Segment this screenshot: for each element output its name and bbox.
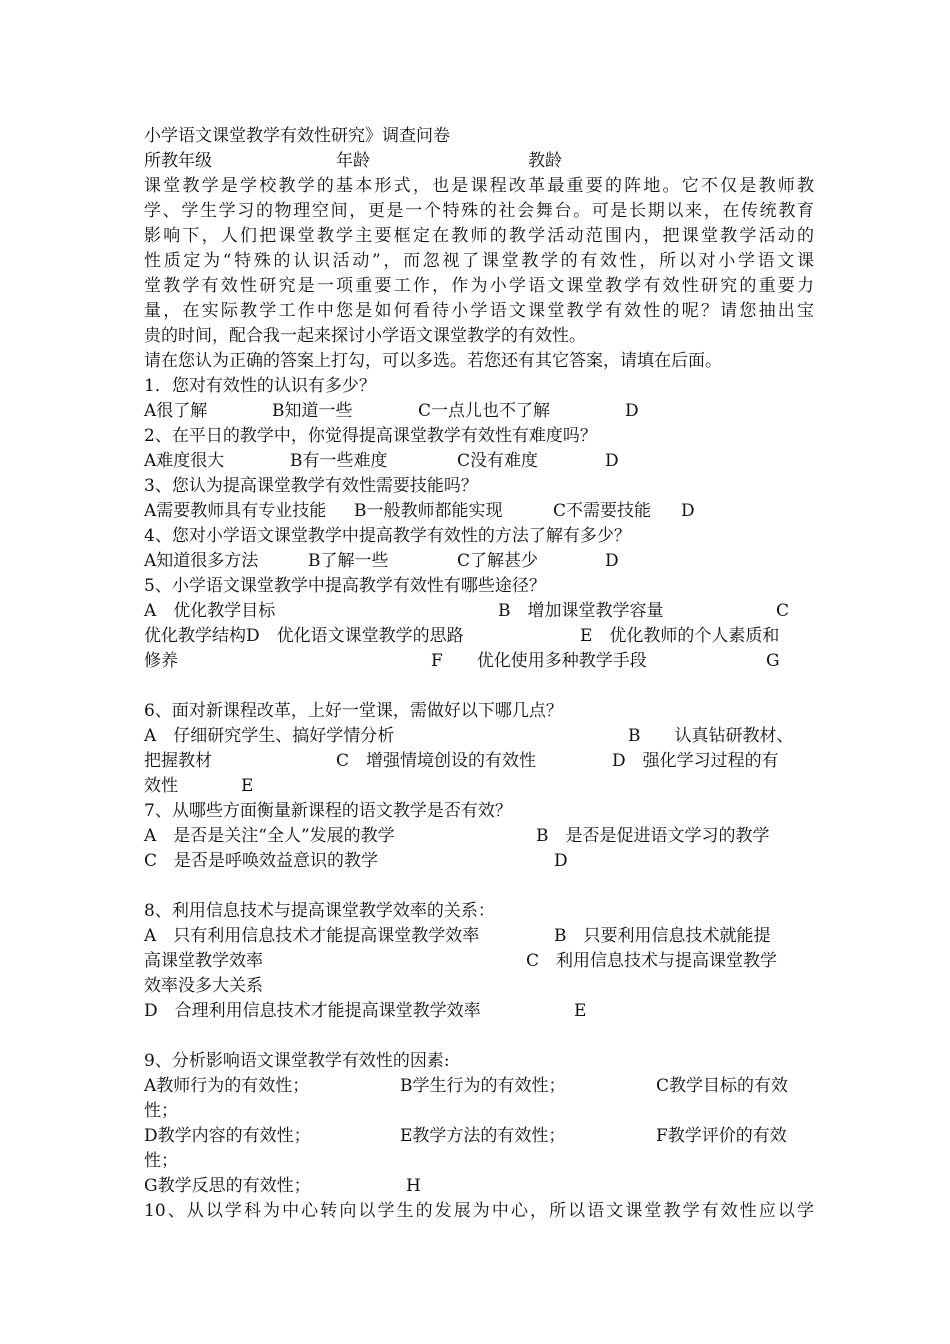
question-5-options: [144, 624, 814, 649]
question-9-options: [144, 1124, 814, 1149]
question-8: 8、利用信息技术与提高课堂教学效率的关系：: [144, 901, 495, 921]
questionnaire-page: [144, 124, 814, 1224]
question-3-options: [144, 499, 814, 524]
option-e-continued: 修养: [144, 651, 178, 671]
question-8-options: [144, 924, 814, 949]
option-d[interactable]: D 强化学习过程的有: [612, 751, 779, 771]
option-a[interactable]: A知道很多方法: [144, 551, 259, 571]
option-f-continued: 性；: [144, 1151, 178, 1171]
question-5: 5、小学语文课堂教学中提高教学有效性有哪些途径？: [144, 576, 546, 596]
option-a[interactable]: A很了解: [144, 401, 208, 421]
option-c-continued: 效率没多大关系: [144, 976, 263, 996]
question-7-options: [144, 849, 814, 874]
question-9: 9、分析影响语文课堂教学有效性的因素:: [144, 1051, 450, 1071]
option-h[interactable]: H: [406, 1176, 421, 1196]
instruction-line: 请在您认为正确的答案上打勾，可以多选。若您还有其它答案，请填在后面。: [144, 351, 722, 371]
option-c-d[interactable]: 优化教学结构D 优化语文课堂教学的思路: [144, 626, 464, 646]
intro-line: 贵的时间，配合我一起来探讨小学语文课堂教学的有效性。: [144, 326, 586, 346]
option-d[interactable]: D: [554, 851, 568, 871]
question-9-options: [144, 1074, 814, 1099]
question-4-options: [144, 549, 814, 574]
question-3: 3、您认为提高课堂教学有效性需要技能吗？: [144, 476, 478, 496]
intro-line: 学、学生学习的物理空间，更是一个特殊的社会舞台。可是长期以来，在传统教育: [144, 201, 814, 221]
option-b[interactable]: B知道一些: [272, 401, 353, 421]
option-f[interactable]: F教学评价的有效: [656, 1126, 787, 1146]
grade-field-label: 所教年级: [144, 151, 212, 171]
option-c[interactable]: C没有难度: [457, 451, 539, 471]
blank-line: [144, 1024, 814, 1049]
question-9-options: [144, 1149, 814, 1174]
option-b[interactable]: B 是否是促进语文学习的教学: [536, 826, 770, 846]
option-c[interactable]: C教学目标的有效: [656, 1076, 789, 1096]
option-d[interactable]: D: [681, 501, 695, 521]
question-10: 10、从以学科为中心转向以学生的发展为中心，所以语文课堂教学有效性应以学: [144, 1201, 814, 1221]
question-9-options: [144, 1174, 814, 1199]
question-5-options: [144, 599, 814, 624]
question-8-options: [144, 999, 814, 1024]
option-a[interactable]: A 只有利用信息技术才能提高课堂教学效率: [144, 926, 480, 946]
option-a[interactable]: A 优化教学目标: [144, 601, 276, 621]
question-6-options: [144, 724, 814, 749]
option-c[interactable]: C 是否是呼唤效益意识的教学: [144, 851, 379, 871]
option-a[interactable]: A教师行为的有效性；: [144, 1076, 310, 1096]
option-d[interactable]: D: [605, 551, 619, 571]
option-f[interactable]: F 优化使用多种教学手段: [431, 651, 647, 671]
option-e[interactable]: E: [574, 1001, 587, 1021]
intro-line: 性质定为“特殊的认识活动”，而忽视了课堂教学的有效性，所以对小学语文课: [144, 251, 814, 271]
question-6-options: [144, 774, 814, 799]
option-d-continued: 效性: [144, 776, 178, 796]
option-a[interactable]: A 仔细研究学生、搞好学情分析: [144, 726, 395, 746]
option-g[interactable]: G教学反思的有效性；: [144, 1176, 311, 1196]
option-c-label[interactable]: C: [776, 601, 790, 621]
option-d[interactable]: D: [605, 451, 619, 471]
option-g[interactable]: G: [766, 651, 780, 671]
option-b-continued: 高课堂教学效率: [144, 951, 263, 971]
option-e[interactable]: E: [241, 776, 254, 796]
option-a[interactable]: A需要教师具有专业技能: [144, 501, 327, 521]
question-6-options: [144, 749, 814, 774]
document-title: 小学语文课堂教学有效性研究》调查问卷: [144, 126, 450, 146]
option-b[interactable]: B 认真钻研教材、: [628, 726, 794, 746]
option-b[interactable]: B 增加课堂教学容量: [498, 601, 664, 621]
option-c[interactable]: C不需要技能: [553, 501, 652, 521]
option-b[interactable]: B一般教师都能实现: [354, 501, 503, 521]
option-a[interactable]: A 是否是关注“全人”发展的教学: [144, 826, 395, 846]
teaching-years-field-label: 教龄: [528, 151, 562, 171]
option-c[interactable]: C 利用信息技术与提高课堂教学: [526, 951, 778, 971]
option-c-continued: 性；: [144, 1101, 178, 1121]
option-e[interactable]: E 优化教师的个人素质和: [580, 626, 780, 646]
option-e[interactable]: E教学方法的有效性；: [400, 1126, 566, 1146]
option-d[interactable]: D 合理利用信息技术才能提高课堂教学效率: [144, 1001, 481, 1021]
intro-line: 影响下，人们把课堂教学主要框定在教师的教学活动范围内，把课堂教学活动的: [144, 226, 814, 246]
blank-line: [144, 674, 814, 699]
question-6: 6、面对新课程改革，上好一堂课，需做好以下哪几点？: [144, 701, 563, 721]
question-8-options: [144, 949, 814, 974]
blank-line: [144, 874, 814, 899]
question-4: 4、您对小学语文课堂教学中提高教学有效性的方法了解有多少？: [144, 526, 631, 546]
option-b[interactable]: B有一些难度: [290, 451, 388, 471]
question-2-options: [144, 449, 814, 474]
question-7: 7、从哪些方面衡量新课程的语文教学是否有效？: [144, 801, 512, 821]
question-8-options: [144, 974, 814, 999]
option-b[interactable]: B了解一些: [308, 551, 389, 571]
option-b[interactable]: B学生行为的有效性；: [400, 1076, 566, 1096]
question-1: 1．您对有效性的认识有多少？: [144, 376, 376, 396]
option-b[interactable]: B 只要利用信息技术就能提: [554, 926, 771, 946]
question-5-options: [144, 649, 814, 674]
intro-line: 量，在实际教学工作中您是如何看待小学语文课堂教学有效性的呢？请您抽出宝: [144, 301, 814, 321]
option-c[interactable]: C了解甚少: [457, 551, 539, 571]
option-c[interactable]: C一点儿也不了解: [418, 401, 551, 421]
option-d[interactable]: D教学内容的有效性；: [144, 1126, 311, 1146]
intro-line: 堂教学有效性研究是一项重要工作，作为小学语文课堂教学有效性研究的重要力: [144, 276, 814, 296]
option-c[interactable]: C 增强情境创设的有效性: [336, 751, 537, 771]
option-a[interactable]: A难度很大: [144, 451, 225, 471]
option-d[interactable]: D: [625, 401, 639, 421]
option-b-continued: 把握教材: [144, 751, 212, 771]
question-2: 2、在平日的教学中，你觉得提高课堂教学有效性有难度吗？: [144, 426, 597, 446]
question-9-options: [144, 1099, 814, 1124]
header-fields: [144, 149, 814, 174]
age-field-label: 年龄: [336, 151, 370, 171]
question-7-options: [144, 824, 814, 849]
intro-line: 课堂教学是学校教学的基本形式，也是课程改革最重要的阵地。它不仅是教师教: [144, 176, 814, 196]
question-1-options: [144, 399, 814, 424]
